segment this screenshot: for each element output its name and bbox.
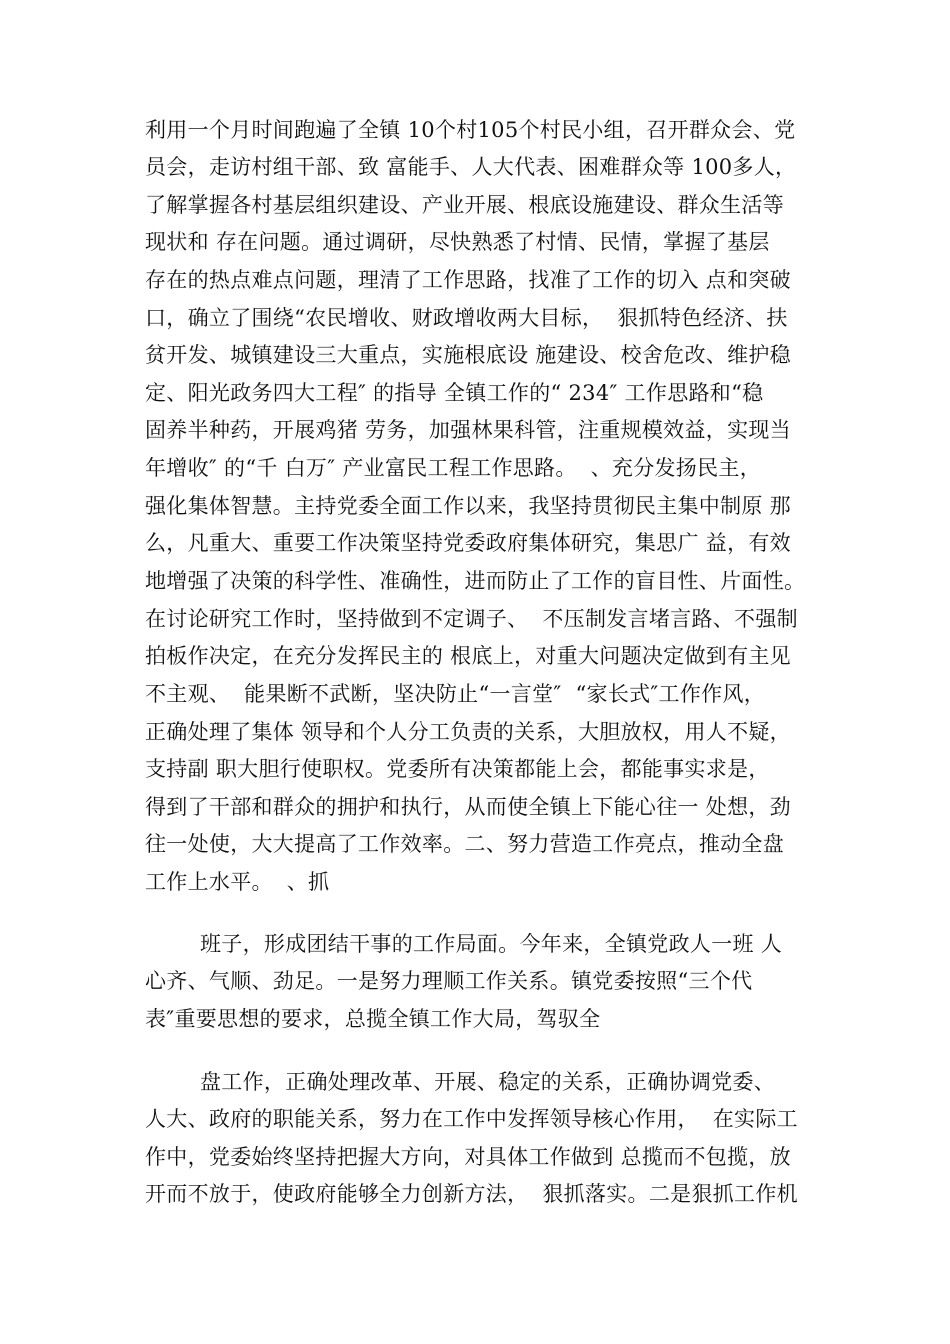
text-line: 作中，党委始终坚持把握大方向，对具体工作做到 总揽而不包揽，放 xyxy=(145,1145,791,1169)
text-line: 表″重要思想的要求，总揽全镇工作大局，驾驭全 xyxy=(145,1007,601,1031)
text-line: 利用一个月时间跑遍了全镇 10个村105个村民小组，召开群众会、党 xyxy=(145,118,796,142)
text-line: 工作上水平。 、抓 xyxy=(145,870,330,894)
text-line: 支持副 职大胆行使职权。党委所有决策都能上会，都能事实求是， xyxy=(145,757,770,781)
text-line: 口，确立了围绕“农民增收、财政增收两大目标， 狠抓特色经济、扶 xyxy=(145,306,788,330)
text-line: 年增收″ 的“千 白万″ 产业富民工程工作思路。 、充分发扬民主， xyxy=(145,456,761,480)
text-line: 定、阳光政务四大工程″ 的指导 全镇工作的“ 234″ 工作思路和“稳 xyxy=(145,381,764,405)
text-line: 拍板作决定，在充分发挥民主的 根底上，对重大问题决定做到有主见 xyxy=(145,644,791,668)
text-line: 盘工作，正确处理改革、开展、稳定的关系，正确协调党委、 xyxy=(200,1070,776,1094)
text-line: 人大、政府的职能关系，努力在工作中发挥领导核心作用， 在实际工 xyxy=(145,1107,798,1131)
text-line: 正确处理了集体 领导和个人分工负责的关系，大胆放权，用人不疑， xyxy=(145,720,791,744)
text-line: 存在的热点难点问题，理清了工作思路，找准了工作的切入 点和突破 xyxy=(145,268,791,292)
text-line: 了解掌握各村基层组织建设、产业开展、根底设施建设、群众生活等 xyxy=(145,193,784,217)
text-line: 心齐、气顺、劲足。一是努力理顺工作关系。镇党委按照“三个代 xyxy=(145,969,753,993)
text-line: 得到了干部和群众的拥护和执行，从而使全镇上下能心往一 处想，劲 xyxy=(145,795,791,819)
text-line: 固养半种药，开展鸡猪 劳务，加强林果科管，注重规模效益，实现当 xyxy=(145,418,791,442)
text-line: 班子，形成团结干事的工作局面。今年来，全镇党政人一班 人 xyxy=(200,932,783,956)
text-line: 在讨论研究工作时，坚持做到不定调子、 不压制发言堵言路、不强制 xyxy=(145,607,798,631)
text-line: 往一处使，大大提高了工作效率。二、努力营造工作亮点，推动全盘 xyxy=(145,832,784,856)
text-line: 地增强了决策的科学性、准确性，进而防止了工作的盲目性、片面性。 xyxy=(145,569,806,593)
text-line: 强化集体智慧。主持党委全面工作以来，我坚持贯彻民主集中制原 那 xyxy=(145,494,791,518)
text-line: 开而不放于，使政府能够全力创新方法， 狠抓落实。二是狠抓工作机 xyxy=(145,1182,798,1206)
text-line: 不主观、 能果断不武断，坚决防止“一言堂″ “家长式″工作作风， xyxy=(145,682,766,706)
text-line: 么，凡重大、重要工作决策坚持党委政府集体研究，集思广 益，有效 xyxy=(145,531,791,555)
text-line: 员会，走访村组干部、致 富能手、人大代表、困难群众等 100多人， xyxy=(145,155,797,179)
text-line: 现状和 存在问题。通过调研，尽快熟悉了村情、民情，掌握了基层 xyxy=(145,230,770,254)
text-line: 贫开发、城镇建设三大重点，实施根底设 施建设、校舍危改、维护稳 xyxy=(145,343,791,367)
